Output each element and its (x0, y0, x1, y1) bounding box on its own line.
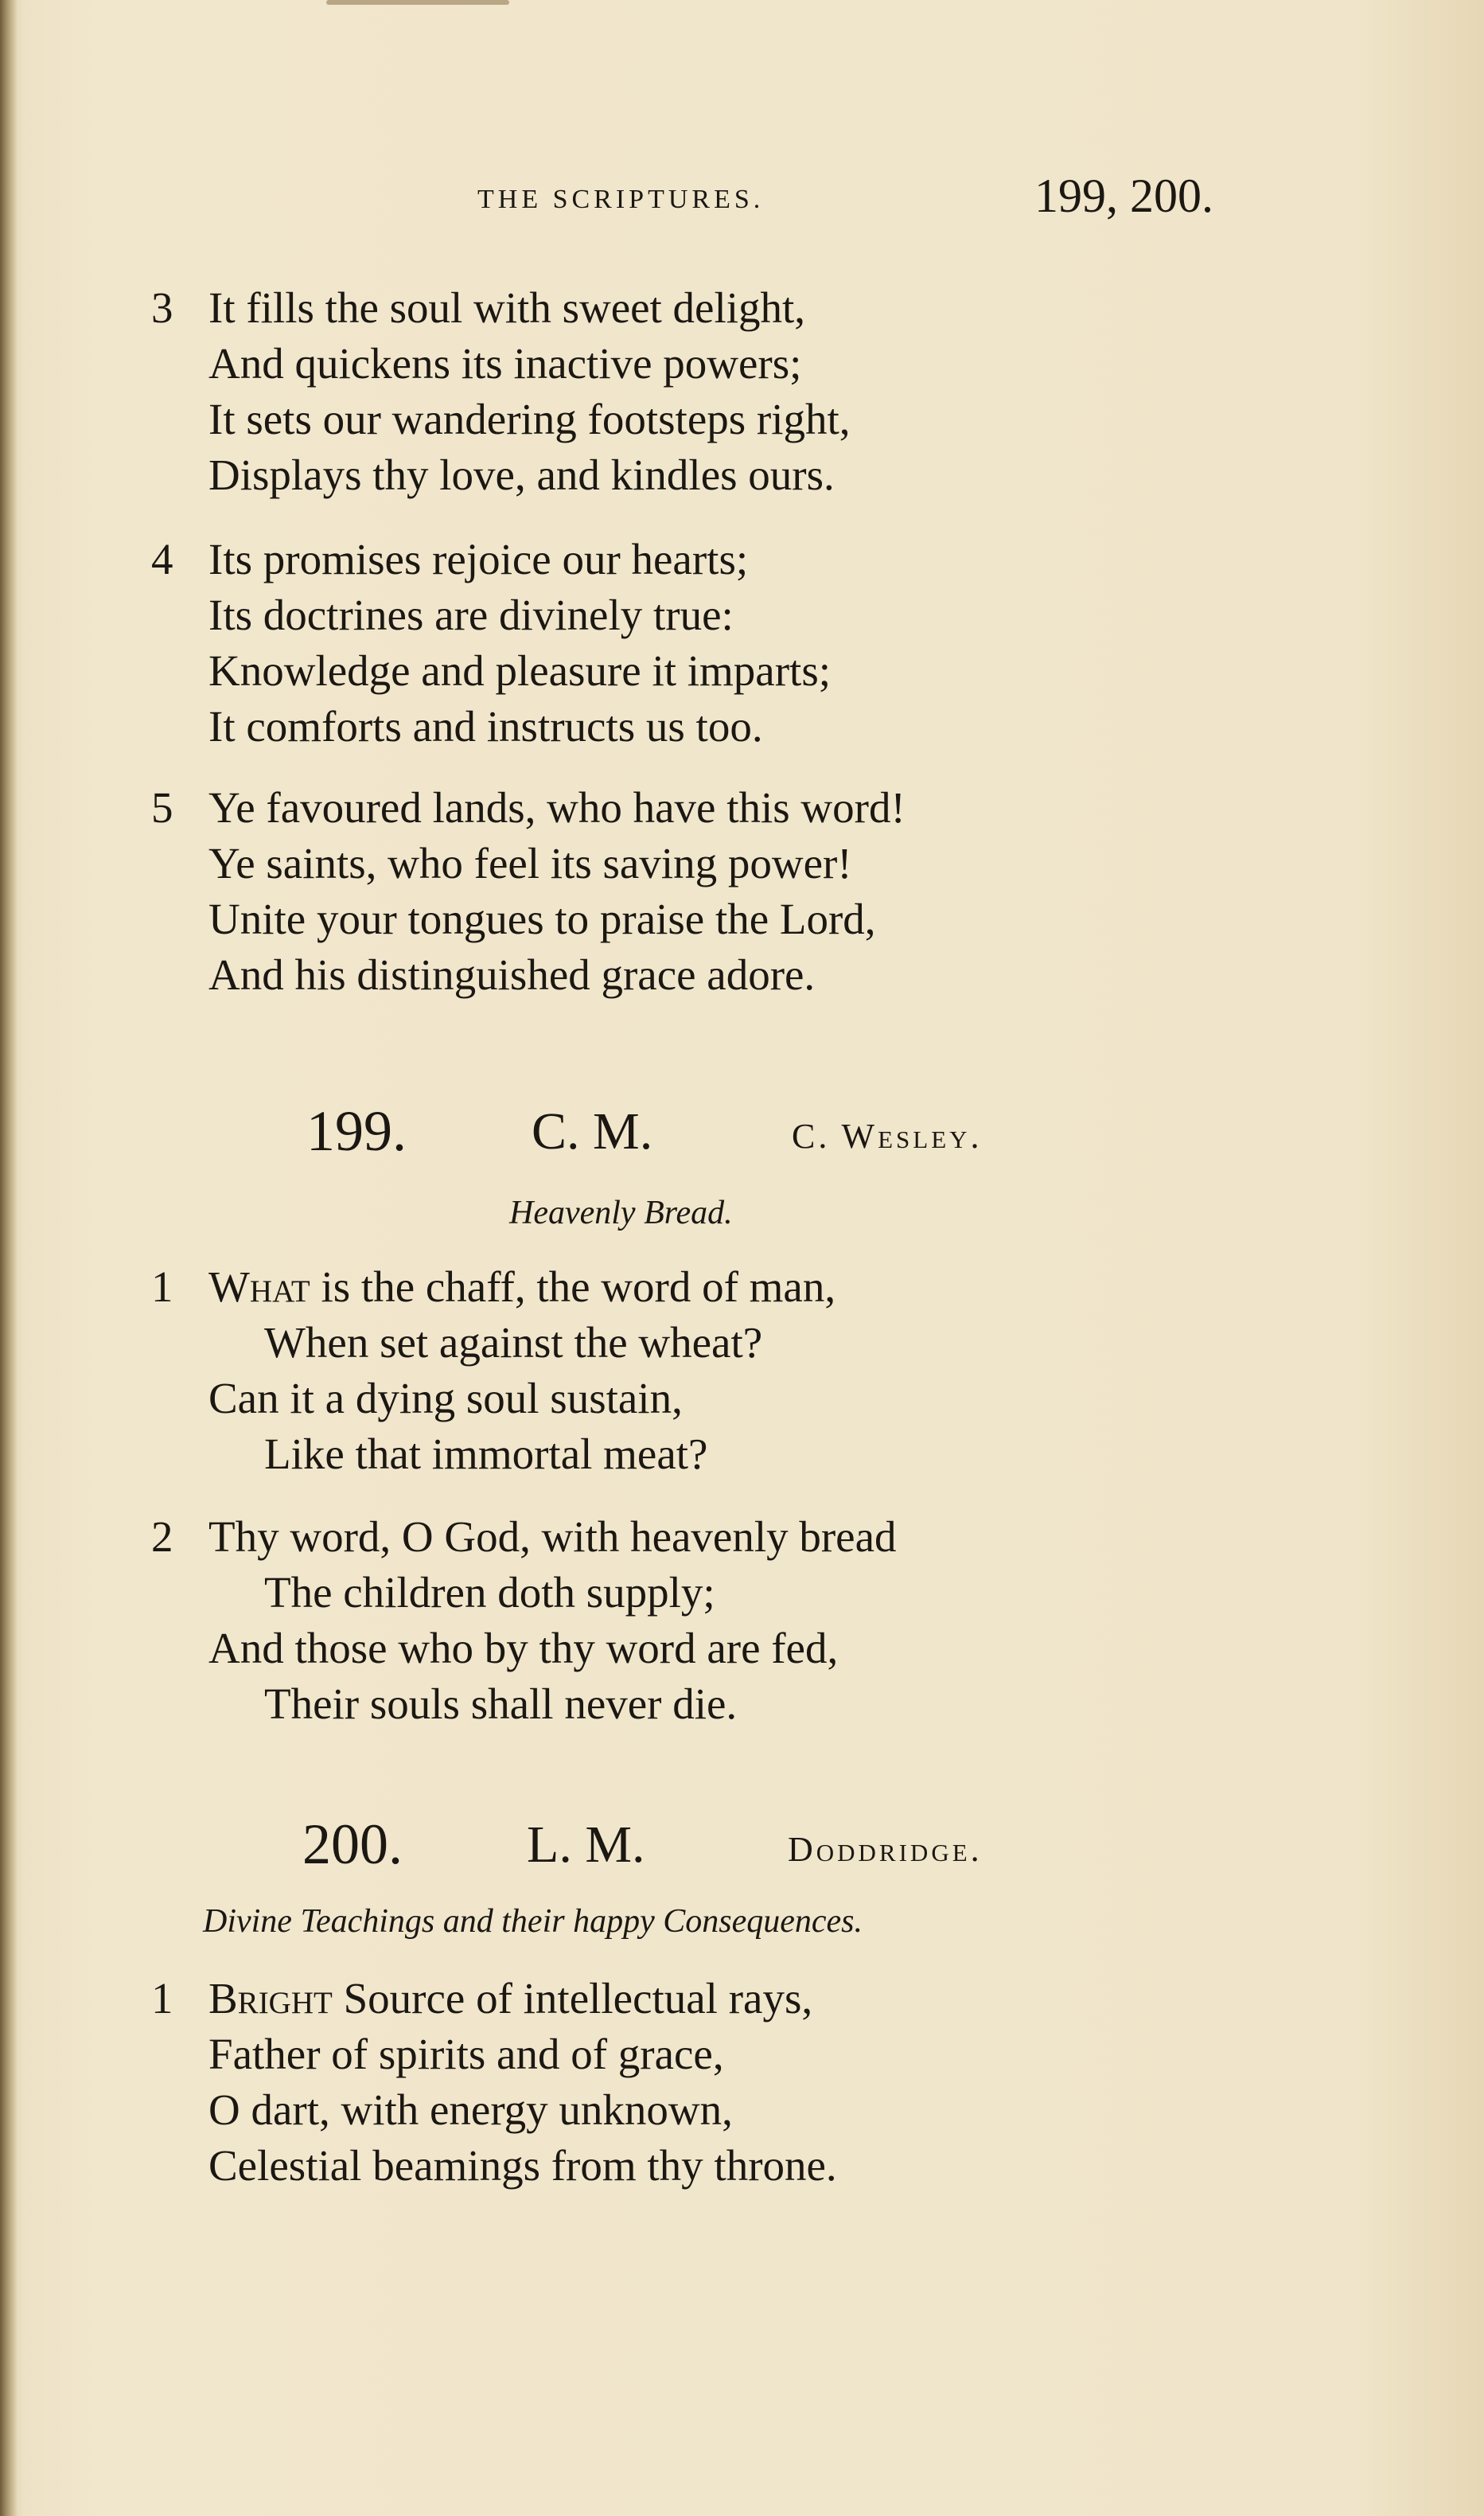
stanza-3 (151, 280, 851, 503)
stanza-number: 2 (151, 1512, 173, 1561)
hymn-meter: L. M. (527, 1816, 645, 1874)
verse-line: Unite your tongues to praise the Lord, (208, 895, 876, 943)
stanza-4 (151, 532, 832, 755)
verse-line: Father of spirits and of grace, (208, 2030, 724, 2078)
verse-line (208, 1259, 835, 1315)
verse-line-rest: Source of intellectual rays, (332, 1974, 813, 2023)
stanza-number: 1 (151, 1974, 173, 2023)
hymn-199-stanza-1 (151, 1259, 836, 1482)
verse-line: Ye favoured lands, who have this word! (208, 783, 906, 832)
hymn-200-stanza-1 (151, 1971, 837, 2194)
verse-line: Can it a dying soul sustain, (208, 1374, 683, 1422)
first-word: Bright (208, 1974, 333, 2023)
verse-line: It sets our wandering footsteps right, (208, 395, 851, 443)
verse-line: It fills the soul with sweet delight, (208, 283, 806, 332)
verse-line: Ye saints, who feel its saving power! (208, 839, 852, 887)
verse-line: O dart, with energy unknown, (208, 2085, 733, 2134)
hymn-subtitle: Heavenly Bread. (509, 1195, 733, 1231)
hymn-199-stanza-2 (151, 1509, 897, 1732)
verse-line: Its doctrines are divinely true: (208, 591, 734, 639)
verse-line: Their souls shall never die. (264, 1679, 738, 1728)
verse-line: Like that immortal meat? (264, 1430, 708, 1478)
stanza-5 (151, 780, 906, 1003)
verse-line-rest: is the chaff, the word of man, (310, 1262, 836, 1311)
hymn-author: Doddridge. (788, 1830, 983, 1869)
first-word: What (208, 1262, 310, 1311)
book-spine-shadow (0, 0, 18, 2516)
verse-line: When set against the wheat? (264, 1318, 763, 1367)
hymn-author: C. Wesley. (792, 1117, 983, 1156)
hymn-subtitle: Divine Teachings and their happy Consequences. (203, 1903, 863, 1940)
verse-line: Knowledge and pleasure it imparts; (208, 646, 832, 695)
verse-line: Its promises rejoice our hearts; (208, 535, 749, 583)
verse-line: And his distinguished grace adore. (208, 950, 816, 999)
top-ornament-rule (326, 0, 509, 5)
verse-line: Thy word, O God, with heavenly bread (208, 1512, 897, 1561)
verse-line: The children doth supply; (264, 1568, 715, 1617)
page-number: 199, 200. (1034, 170, 1213, 222)
hymn-number: 199. (306, 1099, 407, 1163)
verse-line: And those who by thy word are fed, (208, 1624, 839, 1672)
hymn-number: 200. (302, 1812, 403, 1876)
verse-line: Displays thy love, and kindles ours. (208, 451, 835, 499)
stanza-number: 5 (151, 783, 173, 832)
verse-line (208, 1971, 837, 2026)
stanza-number: 3 (151, 283, 173, 332)
running-head: THE SCRIPTURES. (477, 185, 765, 214)
hymn-meter: C. M. (532, 1102, 653, 1160)
stanza-number: 4 (151, 535, 173, 583)
verse-line: It comforts and instructs us too. (208, 702, 763, 751)
verse-line: And quickens its inactive powers; (208, 339, 802, 388)
stanza-number: 1 (151, 1262, 173, 1311)
verse-line: Celestial beamings from thy throne. (208, 2141, 837, 2190)
